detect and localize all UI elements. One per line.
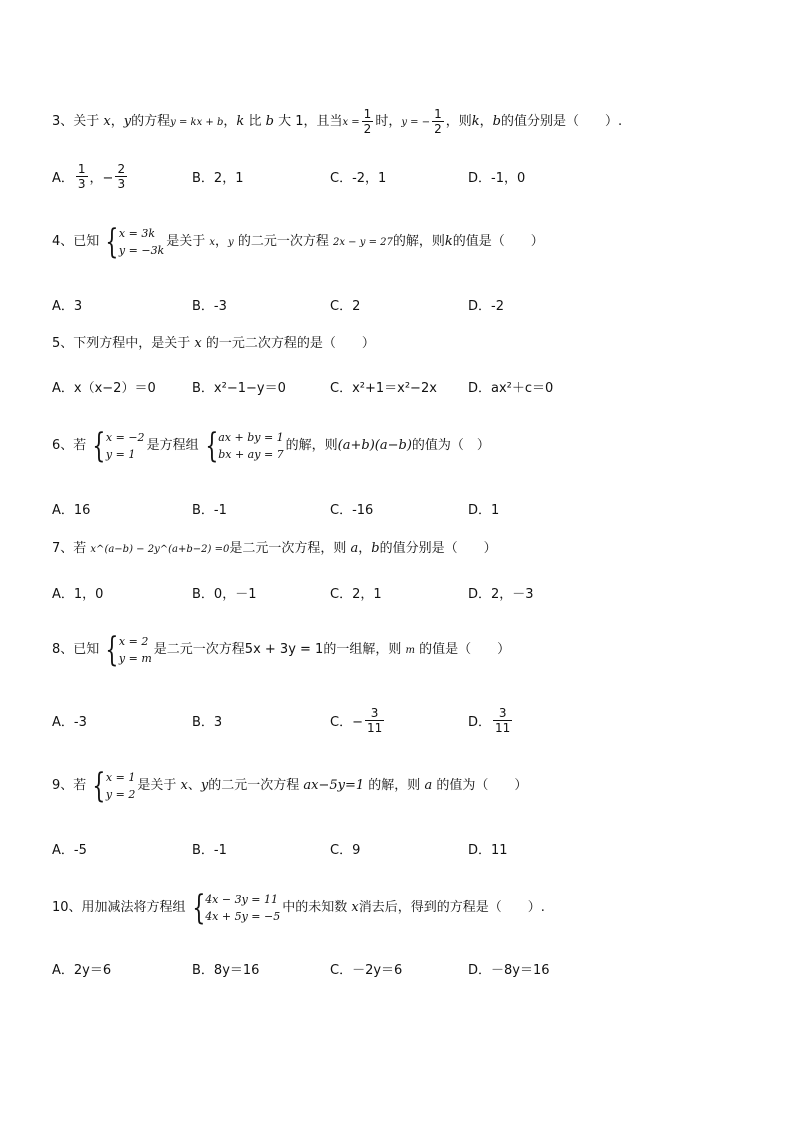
q4-var-y: y: [228, 237, 234, 248]
frac-num: 1: [77, 161, 86, 176]
q9-option-b[interactable]: B．-1: [192, 842, 227, 858]
q3-sep: ，: [110, 114, 124, 129]
q4-text-4: 的值是（ ）: [452, 234, 544, 249]
q3-a-fraction-1: [76, 162, 88, 191]
brace-icon: {: [105, 629, 119, 670]
q9-prefix: 9、若: [52, 778, 87, 793]
q3-option-b[interactable]: B．2，1: [192, 170, 244, 186]
q4-option-a[interactable]: A．3: [52, 298, 83, 314]
q3-option-c[interactable]: C．-2，1: [330, 170, 387, 186]
q3-sep-2: ，: [479, 114, 493, 129]
q6-option-b[interactable]: B．-1: [192, 502, 227, 518]
q3-var-y: y: [123, 114, 132, 129]
q4-var-k: k: [444, 234, 453, 249]
q10-text-2: 消去后，得到的方程是（ ）.: [358, 900, 545, 915]
question-4-stem: [52, 221, 544, 262]
q3-text-5: 时，: [375, 114, 402, 129]
q8-prefix: 8、已知: [52, 642, 100, 657]
q9-var-x: x: [180, 778, 188, 793]
q6-text-3: 的值为（ ）: [411, 438, 490, 453]
q3-option-d[interactable]: D．-1，0: [468, 170, 526, 186]
q9-option-c[interactable]: C．9: [330, 842, 361, 858]
question-10-options: [52, 948, 612, 988]
brace-icon: {: [92, 425, 106, 466]
option-sep: ，−: [89, 170, 114, 186]
system-line-1: ax + by = 1: [218, 430, 284, 444]
q8-option-d[interactable]: [468, 700, 514, 740]
q9-text-1: 是关于: [137, 778, 177, 793]
option-label: A．: [52, 170, 74, 186]
option-label: C．−: [330, 714, 363, 730]
frac-den: 11: [366, 720, 383, 735]
question-8-options: [52, 700, 612, 740]
q10-option-b[interactable]: B．8y＝16: [192, 962, 260, 978]
q10-text-1: 中的未知数: [282, 900, 348, 915]
q5-option-a[interactable]: A．x（x−2）＝0: [52, 380, 156, 396]
q9-var-a: a: [424, 778, 433, 793]
q8-option-a[interactable]: A．-3: [52, 714, 87, 730]
q3-text-2: ，: [223, 114, 237, 129]
q9-text-3: 的解，则: [368, 778, 421, 793]
q4-sep: ，: [215, 234, 229, 249]
q7-option-b[interactable]: B．0，－1: [192, 586, 257, 602]
q8-system: [101, 629, 152, 670]
q6-equation-system: [201, 425, 284, 466]
q10-option-d[interactable]: D．－8y＝16: [468, 962, 550, 978]
q3-neg-half-fraction: [432, 107, 444, 136]
question-5-options: [52, 366, 612, 406]
q5-option-c[interactable]: C．x²+1＝x²−2x: [330, 380, 437, 396]
q4-text-1: 是关于: [166, 234, 206, 249]
system-line-1: x = 3k: [118, 226, 155, 240]
brace-icon: {: [191, 887, 205, 928]
q10-option-c[interactable]: C．－2y＝6: [330, 962, 403, 978]
q8-text-2: 的一组解，则: [323, 642, 402, 657]
q8-text-1: 是二元一次方程: [153, 642, 245, 657]
brace-icon: {: [105, 221, 119, 262]
q5-option-b[interactable]: B．x²−1−y＝0: [192, 380, 286, 396]
q3-text-7: 的值分别是（ ）.: [500, 114, 623, 129]
frac-den: 2: [434, 122, 442, 136]
q3-prefix: 3、关于: [52, 114, 100, 129]
frac-num: 1: [363, 107, 372, 121]
q6-solution-system: [88, 425, 145, 466]
q7-text-2: 的值分别是（ ）: [379, 541, 497, 556]
question-6-options: [52, 488, 612, 528]
q5-text-1: 的一元二次方程的是（ ）: [205, 336, 375, 351]
question-4-options: [52, 284, 612, 324]
q7-option-a[interactable]: A．1，0: [52, 586, 104, 602]
system-line-1: 4x − 3y = 11: [205, 892, 279, 906]
q3-var-x: x: [103, 114, 111, 129]
q3-option-a[interactable]: [52, 156, 129, 196]
question-5-stem: [52, 334, 375, 354]
q10-system: [188, 887, 281, 928]
system-line-1: x = 2: [118, 634, 149, 648]
frac-den: 11: [495, 720, 511, 735]
q7-text-1: 是二元一次方程，则: [229, 541, 347, 556]
question-7-options: [52, 572, 612, 612]
q3-text-4: 大 1，且当: [278, 114, 343, 129]
q10-prefix: 10、用加减法将方程组: [52, 900, 186, 915]
q4-prefix: 4、已知: [52, 234, 100, 249]
q9-system: [88, 765, 136, 806]
q3-text-1: 的方程: [131, 114, 171, 129]
question-10-stem: [52, 887, 545, 928]
q9-equation: ax−5y=1: [303, 778, 365, 793]
frac-den: 3: [117, 176, 126, 191]
q3-x-eq: x =: [342, 117, 360, 128]
question-8-stem: [52, 629, 511, 670]
q8-c-fraction: [365, 706, 384, 735]
question-9-options: [52, 828, 612, 868]
q9-text-2: 的二元一次方程: [208, 778, 300, 793]
q7-var-a: a: [350, 541, 359, 556]
question-7-stem: [52, 539, 497, 560]
q8-var-m: m: [405, 645, 415, 656]
brace-icon: {: [204, 425, 218, 466]
q10-var-x: x: [351, 900, 359, 915]
q3-a-fraction-2: [115, 162, 127, 191]
system-line-2: bx + ay = 7: [218, 447, 284, 461]
frac-num: 1: [434, 107, 442, 121]
q8-text-3: 的值是（ ）: [419, 642, 511, 657]
q9-option-d[interactable]: D．11: [468, 842, 508, 858]
question-3-options: [52, 156, 612, 196]
q6-text-1: 是方程组: [146, 438, 199, 453]
system-line-2: y = −3k: [118, 243, 165, 257]
q3-text-6: ，则: [445, 114, 472, 129]
system-line-1: x = −2: [105, 430, 145, 444]
q3-var-b-2: b: [492, 114, 501, 129]
q9-option-a[interactable]: A．-5: [52, 842, 87, 858]
option-label: D．: [468, 714, 492, 730]
system-line-2: y = m: [118, 651, 152, 665]
system-line-2: y = 1: [105, 447, 136, 461]
q8-equation: 5x + 3y = 1: [244, 642, 324, 657]
frac-num: 2: [117, 161, 126, 176]
q4-system: [101, 221, 165, 262]
q3-y-eq: y = −: [401, 117, 431, 128]
q7-option-d[interactable]: D．2，－3: [468, 586, 534, 602]
q9-var-y: y: [200, 778, 209, 793]
q3-text-3: 比: [248, 114, 262, 129]
q4-text-2: 的二元一次方程: [237, 234, 329, 249]
q3-var-b: b: [265, 114, 274, 129]
question-3-stem: [52, 107, 622, 136]
question-6-stem: [52, 425, 490, 466]
q9-sep: 、: [187, 778, 201, 793]
frac-den: 3: [77, 176, 86, 191]
q10-option-a[interactable]: A．2y＝6: [52, 962, 112, 978]
q5-prefix: 5、下列方程中，是关于: [52, 336, 191, 351]
q3-var-k-2: k: [471, 114, 480, 129]
brace-icon: {: [92, 765, 106, 806]
q8-option-c[interactable]: [330, 700, 386, 740]
q6-expression: (a+b)(a−b): [337, 438, 412, 453]
q4-option-d[interactable]: D．-2: [468, 298, 504, 314]
q4-option-b[interactable]: B．-3: [192, 298, 227, 314]
system-line-2: y = 2: [105, 787, 136, 801]
q8-d-fraction: [493, 706, 512, 735]
system-line-1: x = 1: [105, 770, 136, 784]
q8-option-b[interactable]: B．3: [192, 714, 223, 730]
question-9-stem: [52, 765, 528, 806]
q3-var-k: k: [236, 114, 245, 129]
q9-text-4: 的值为（ ）: [436, 778, 528, 793]
q7-sep: ，: [358, 541, 372, 556]
q5-var-x: x: [194, 336, 202, 351]
q7-expression: x^(a−b) − 2y^(a+b−2) =0: [90, 544, 230, 555]
q3-equation: y = kx + b: [170, 117, 224, 128]
frac-num: 3: [498, 705, 507, 720]
q5-option-d[interactable]: D．ax²＋c＝0: [468, 380, 554, 396]
frac-den: 2: [363, 122, 372, 136]
frac-num: 3: [370, 705, 379, 720]
q6-text-2: 的解，则: [285, 438, 338, 453]
q7-option-c[interactable]: C．2，1: [330, 586, 382, 602]
q6-option-a[interactable]: A．16: [52, 502, 91, 518]
q7-var-b: b: [371, 541, 380, 556]
q3-half-fraction: [362, 107, 374, 136]
q4-equation: 2x − y = 27: [333, 237, 393, 248]
q6-option-c[interactable]: C．-16: [330, 502, 374, 518]
q6-prefix: 6、若: [52, 438, 87, 453]
q6-option-d[interactable]: D．1: [468, 502, 500, 518]
q4-text-3: 的解，则: [392, 234, 445, 249]
q4-option-c[interactable]: C．2: [330, 298, 361, 314]
q7-prefix: 7、若: [52, 541, 87, 556]
q4-var-x: x: [209, 237, 216, 248]
system-line-2: 4x + 5y = −5: [205, 909, 281, 923]
